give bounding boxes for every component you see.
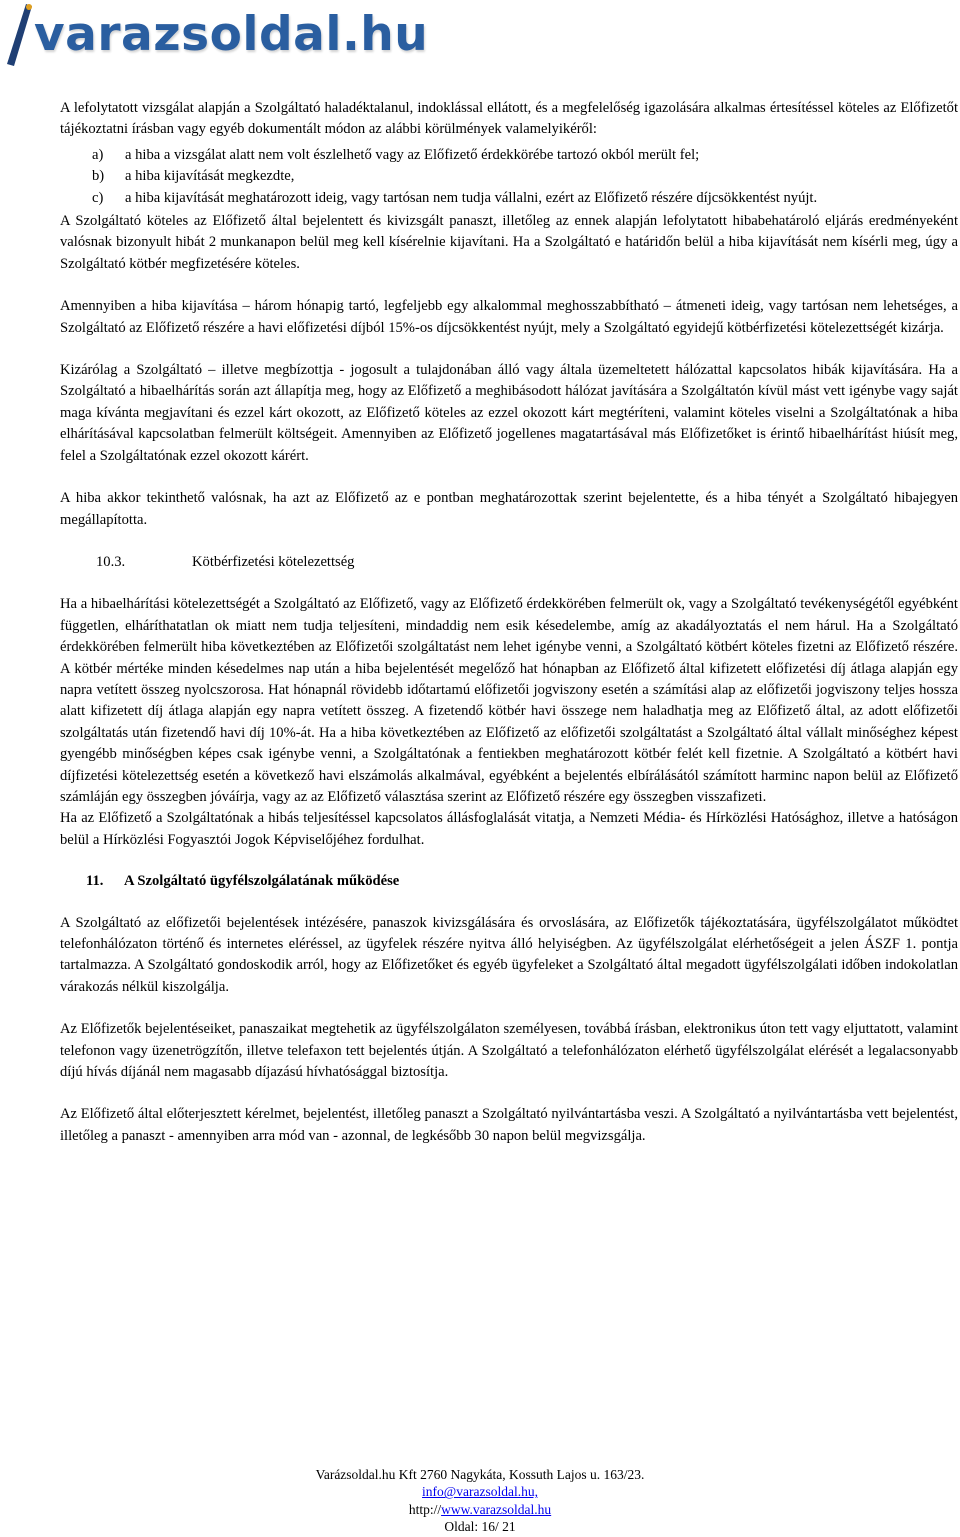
list-item-text: a hiba a vizsgálat alatt nem volt észlelhető vagy az Előfizető érdekkörébe tartozó okból merült fel; [125, 146, 700, 163]
varazsoldal-logo [4, 2, 444, 68]
list-item [60, 166, 958, 187]
section-number: 11. [86, 873, 104, 890]
list-item-text: a hiba kijavítását megkezdte, [125, 168, 295, 185]
paragraph-complaint-registry: Az Előfizető által előterjesztett kérelmet, bejelentést, illetőleg panaszt a Szolgáltató nyilvántartásba veszi. A Szolgáltató a nyilvántartásba vett bejelentést, illetőleg a panaszt - amennyiben arra mód van - azonnal, de legkésőbb 30 napon belül megvizsgálja. [60, 1106, 958, 1144]
list-marker: c) [92, 189, 104, 206]
footer-email-link[interactable]: info@varazsoldal.hu, [422, 1484, 538, 1500]
list-item-text: a hiba kijavítását meghatározott ideig, vagy tartósan nem tudja vállalni, ezért az Előfizető részére díjcsökkentést nyújt. [125, 189, 818, 206]
section-title: A Szolgáltató ügyfélszolgálatának működése [124, 873, 400, 890]
logo-text: varazsoldal.hu [34, 7, 429, 62]
footer-website-link[interactable]: www.varazsoldal.hu [441, 1501, 552, 1517]
paragraph-valid-fault: A hiba akkor tekinthető valósnak, ha azt az Előfizető az e pontban meghatározottak szerint bejelentette, és a hiba tényét a Szolgáltató hibajegyen megállapította. [60, 490, 958, 528]
page-number: Oldal: 16/ 21 [444, 1518, 516, 1534]
outcome-list [60, 145, 958, 209]
subsection-heading [60, 552, 958, 573]
footer-web-prefix: http:// [408, 1501, 442, 1517]
footer-address: Varázsoldal.hu Kft 2760 Nagykáta, Kossuth Lajos u. 163/23. [315, 1467, 645, 1482]
paragraph-customer-service: A Szolgáltató az előfizetői bejelentések intézésére, panaszok kivizsgálására és orvoslására, az Előfizetők tájékoztatására, ügyfélszolgálatot működtet telefonhálózaton történő és internetes eléréssel, az ügyfelek részére nyitva álló helyiségben. Az ügyfélszolgálat elérhetőségeit a jelen ÁSZF 1. pontja tartalmazza. A Szolgáltató gondoskodik arról, hogy az Előfizetőket és egyéb ügyfeleket a Szolgáltató által megadott ügyfélszolgálati időben indokolatlan várakozás nélkül kiszolgálja. [60, 914, 958, 995]
page-footer [0, 1466, 960, 1535]
paragraph-network-repair: Kizárólag a Szolgáltató – illetve megbízottja - jogosult a tulajdonában álló vagy általa üzemeltetett hálózattal kapcsolatos hibák kijavítására. Ha a Szolgáltató a hibaelhárítás során azt állapítja meg, hogy az Előfizető a meghibásodott hálózat javítására a Szolgáltatón kívül mást vett igénybe vagy saját maga kívánta megjavítani és ezzel kárt okozott, az Előfizető köteles az ezzel okozott kárt megtéríteni, valamint köteles viselni a Szolgáltatónak a hiba elhárításával kapcsolatban felmerült költségeit. Amennyiben az Előfizető jogellenes magatartásával más Előfizetőket is érintő hibaelhárítást hiúsít meg, felel a Szolgáltatónak ezzel okozott kárért. [60, 362, 958, 464]
list-item [60, 188, 958, 209]
paragraph-intro: A lefolytatott vizsgálat alapján a Szolgáltató haladéktalanul, indoklással ellátott, és a megfelelőség igazolására alkalmas értesítéssel köteles az Előfizetőt tájékoztatni írásban vagy egyéb dokumentált módon az alábbi körülmények valamelyikéről: [60, 100, 958, 138]
list-marker: b) [92, 168, 105, 185]
logo-slash-icon [4, 2, 36, 68]
paragraph-price-reduction: Amennyiben a hiba kijavítása – három hónapig tartó, legfeljebb egy alkalommal meghosszabbítható – átmeneti ideig, vagy tartósan nem lehetséges, a Szolgáltató az Előfizető részére a havi előfizetési díjból 15%-os díjcsökkentést nyújt, mely a Szolgáltató egyidejű kötbérfizetési kötelezettségét kizárja. [60, 298, 958, 336]
paragraph-penalty: Ha a hibaelhárítási kötelezettségét a Szolgáltató az Előfizető, vagy az Előfizető érdekkörében felmerült ok, vagy a Szolgáltató tevékenységétől egyébként független, elháríthatatlan ok miatt nem tudja teljesíteni, mindaddig nem esik késedelembe, amíg az akadályoztatás el nem hárul. Ha a Szolgáltató érdekkörében felmerült hiba következtében az Előfizetői szolgáltatást nem lehet igénybe venni, a Szolgáltató kötbért köteles fizetni az Előfizető részére. A kötbér mértéke minden késedelmes nap után a hiba bejelentését megelőző hat hónapban az Előfizető által kifizetett előfizetési díj átlaga alapján egy napra vetített összeg nyolcszorosa. Hat hónapnál rövidebb időtartamú előfizetői jogviszony esetén a számítási alap az előfizetői jogviszony teljes hossza alatt kifizetett díj átlaga alapján egy napra vetített összeg. A fizetendő kötbér havi összege nem haladhatja meg az Előfizető által, az adott előfizetői szolgáltatás után fizetendő havi díj 10%-át. Ha a hiba következtében az Előfizető az előfizetői szolgáltatást a Szolgáltató által vállalt minőséghez képest gyengébb minőségben képes csak igénybe venni, a Szolgáltatónak a fentiekben meghatározott kötbér felét kell fizetnie. A Szolgáltató a kötbért havi díjfizetési kötelezettség esetén a következő havi elszámolás alkalmával, egyébként a bejelentés elbírálásától számított harminc napon belül az Előfizető számláján egy összegben jóváírja, vagy az az Előfizető választása szerint az Előfizető részére egy összegben visszafizeti. [60, 596, 958, 805]
list-item [60, 145, 958, 166]
paragraph-repair-deadline: A Szolgáltató köteles az Előfizető által bejelentett és kivizsgált panaszt, illetőleg az ennek alapján lefolytatott hibabehatároló eljárás eredményeként valósnak bizonyult hibát 2 munkanapon belül meg kell kísérelnie kijavítani. Ha a Szolgáltató e határidőn belül a hiba kijavítását nem kísérli meg, úgy a Szolgáltató kötbér megfizetésére köteles. [60, 213, 958, 272]
document-body [60, 98, 958, 1147]
section-heading [60, 871, 958, 892]
paragraph-authority: Ha az Előfizető a Szolgáltatónak a hibás teljesítéssel kapcsolatos állásfoglalását vitatja, a Nemzeti Média- és Hírközlési Hatósághoz, illetve a hatóságon belül a Hírközlési Fogyasztói Jogok Képviselőjéhez fordulhat. [60, 810, 958, 848]
paragraph-complaint-channels: Az Előfizetők bejelentéseiket, panaszaikat megtehetik az ügyfélszolgálaton személyesen, továbbá írásban, elektronikus úton tett vagy eljuttatott, valamint telefonon vagy üzenetrögzítőn, illetve telefaxon tett bejelentés útján. A Szolgáltató a telefonhálózaton elérhető ügyfélszolgálat elérését a legalacsonyabb díjú hívás díjánál nem magasabb díjazású hívhatósággal biztosítja. [60, 1021, 958, 1081]
subsection-number: 10.3. [96, 553, 126, 570]
list-marker: a) [92, 146, 104, 163]
subsection-title: Kötbérfizetési kötelezettség [192, 553, 355, 570]
